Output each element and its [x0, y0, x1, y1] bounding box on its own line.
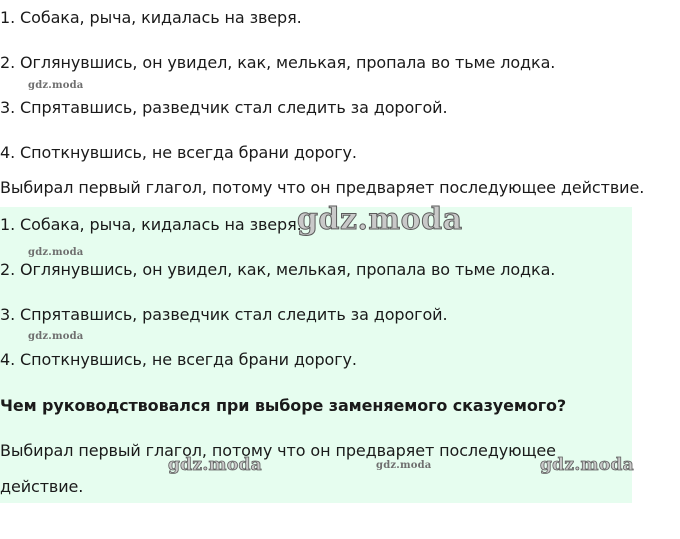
- watermark-logo-medium: gdz.moda: [540, 455, 634, 475]
- answer-sentence-2: 2. Оглянувшись, он увидел, как, мелькая, пропала во тьме лодка.: [0, 260, 556, 279]
- answer-sentence-1: 1. Собака, рыча, кидалась на зверя.: [0, 215, 302, 234]
- sentence-4: 4. Споткнувшись, не всегда брани дорогу.: [0, 143, 357, 162]
- watermark-logo-large: gdz.moda: [297, 202, 463, 237]
- answer-sentence-4: 4. Споткнувшись, не всегда брани дорогу.: [0, 350, 357, 369]
- sentence-2: 2. Оглянувшись, он увидел, как, мелькая, пропала во тьме лодка.: [0, 53, 556, 72]
- watermark-logo: gdz.moda: [28, 247, 84, 258]
- explanation-text: Выбирал первый глагол, потому что он предваряет последующее действие.: [0, 178, 645, 197]
- sentence-3: 3. Спрятавшись, разведчик стал следить за дорогой.: [0, 98, 448, 117]
- sentence-1: 1. Собака, рыча, кидалась на зверя.: [0, 8, 302, 27]
- answer-sentence-3: 3. Спрятавшись, разведчик стал следить за дорогой.: [0, 305, 448, 324]
- watermark-logo-medium: gdz.moda: [168, 455, 262, 475]
- answer-text-line-2: действие.: [0, 477, 84, 496]
- answer-text-line-1: Выбирал первый глагол, потому что он предваряет последующее: [0, 441, 556, 460]
- watermark-logo: gdz.moda: [28, 331, 84, 342]
- watermark-logo: gdz.moda: [28, 80, 84, 91]
- watermark-logo: gdz.moda: [376, 460, 432, 471]
- question-heading: Чем руководствовался при выборе заменяемого сказуемого?: [0, 396, 567, 415]
